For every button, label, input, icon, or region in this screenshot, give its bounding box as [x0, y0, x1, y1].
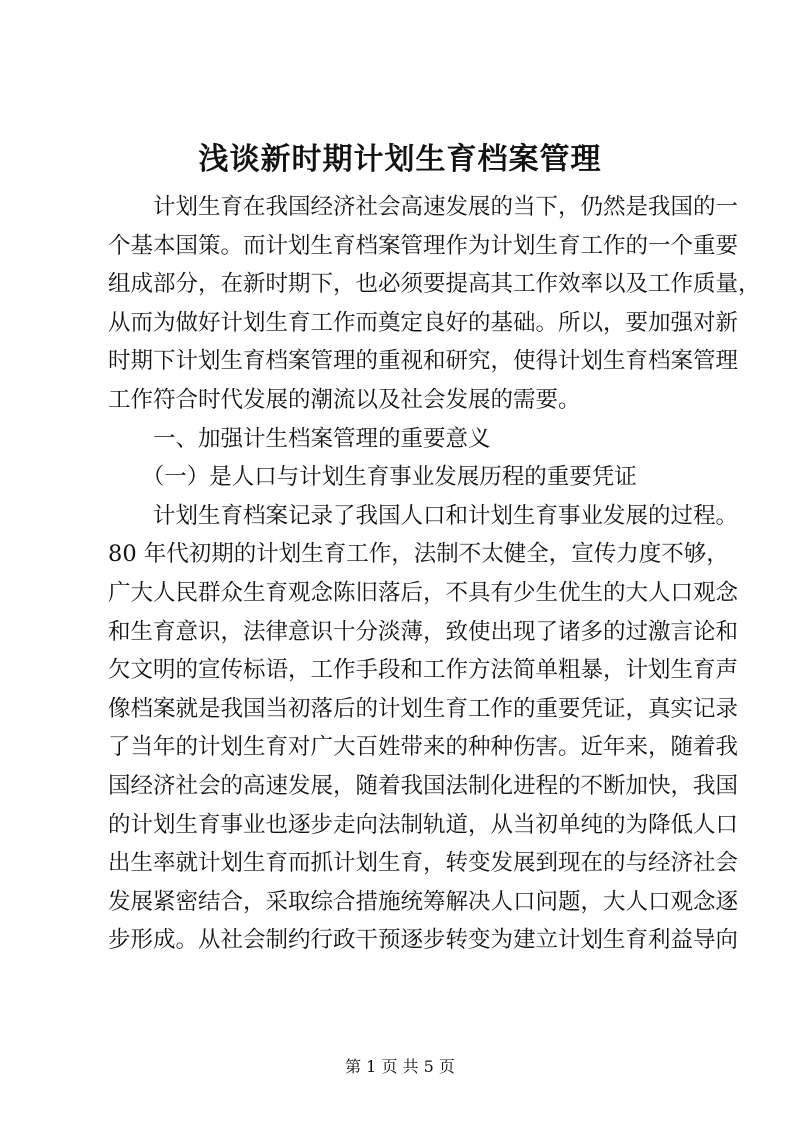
body-line: 像档案就是我国当初落后的计划生育工作的重要凭证，真实记录 — [108, 695, 739, 722]
body-line: 80 年代初期的计划生育工作，法制不太健全，宣传力度不够， — [108, 541, 729, 568]
body-line: 计划生育在我国经济社会高速发展的当下，仍然是我国的一 — [108, 194, 739, 220]
body-line: 国经济社会的高速发展，随着我国法制化进程的不断加快，我国 — [108, 772, 739, 799]
body-line: 欠文明的宣传标语，工作手段和工作方法简单粗暴，计划生育声 — [108, 657, 739, 684]
document-title: 浅谈新时期计划生育档案管理 — [198, 142, 602, 177]
body-line: 和生育意识，法律意识十分淡薄，致使出现了诸多的过激言论和 — [108, 618, 739, 645]
body-line: 组成部分，在新时期下，也必须要提高其工作效率以及工作质量， — [108, 271, 761, 298]
page-number: 第 1 页 共 5 页 — [345, 1057, 455, 1076]
body-line: 个基本国策。而计划生育档案管理作为计划生育工作的一个重要 — [108, 232, 739, 259]
body-line: 工作符合时代发展的潮流以及社会发展的需要。 — [108, 386, 581, 413]
body-line: 从而为做好计划生育工作而奠定良好的基础。所以，要加强对新 — [108, 309, 739, 336]
document-body — [108, 188, 761, 960]
body-line: 时期下计划生育档案管理的重视和研究，使得计划生育档案管理 — [108, 348, 739, 375]
body-line: 了当年的计划生育对广大百姓带来的种种伤害。近年来，随着我 — [108, 734, 739, 761]
subsection-heading: （一）是人口与计划生育事业发展历程的重要凭证 — [108, 464, 637, 491]
body-line: 计划生育档案记录了我国人口和计划生育事业发展的过程。 — [108, 502, 739, 529]
body-line: 发展紧密结合，采取综合措施统筹解决人口问题，大人口观念逐 — [108, 888, 739, 915]
section-heading: 一、加强计生档案管理的重要意义 — [108, 425, 491, 452]
body-line: 广大人民群众生育观念陈旧落后，不具有少生优生的大人口观念 — [108, 579, 739, 606]
body-line: 出生率就计划生育而抓计划生育，转变发展到现在的与经济社会 — [108, 850, 739, 877]
body-line: 步形成。从社会制约行政干预逐步转变为建立计划生育利益导向 — [108, 927, 739, 954]
body-line: 的计划生育事业也逐步走向法制轨道，从当初单纯的为降低人口 — [108, 811, 739, 838]
